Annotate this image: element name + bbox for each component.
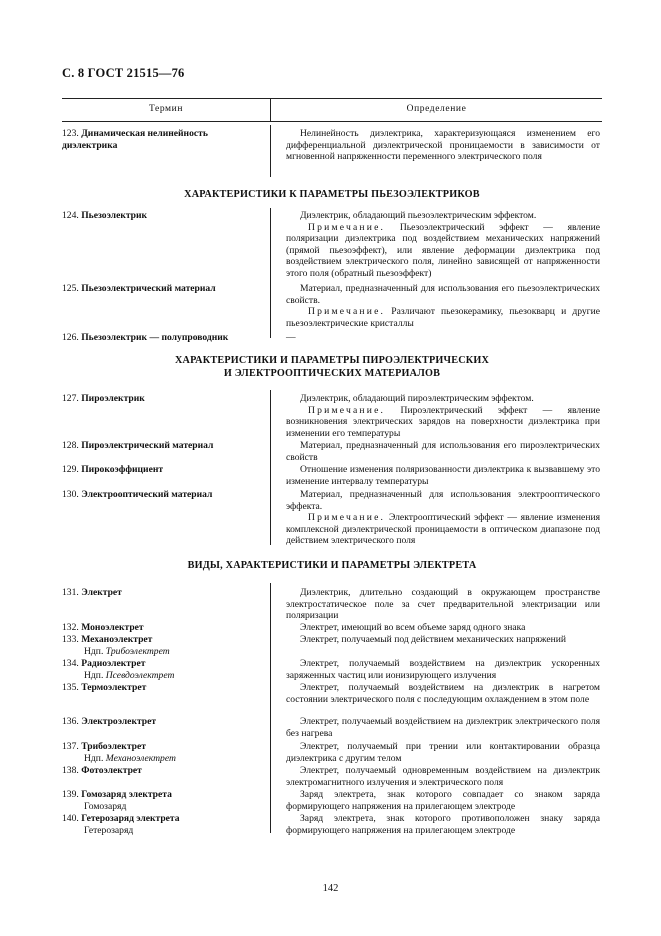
section-title: И ЭЛЕКТРООПТИЧЕСКИХ МАТЕРИАЛОВ [223, 368, 441, 379]
entry-number: 131. [62, 587, 79, 598]
entry-definition [286, 210, 600, 279]
definition-text: Электрет, получаемый воздействием на диэлектрик ускоренных заряженных частиц или ионизирующего излучения [286, 658, 600, 681]
deprecated-term-text: Псевдоэлектрет [105, 669, 175, 681]
entry-number: 123. [62, 128, 79, 139]
entry-definition [286, 813, 600, 836]
entry-definition [286, 393, 600, 439]
ndp-label: Ндп. [84, 645, 104, 657]
entry-term [62, 765, 262, 777]
entry-term [62, 210, 262, 222]
section-title: ХАРАКТЕРИСТИКИ И ПАРАМЕТРЫ ПИРОЭЛЕКТРИЧЕСКИХ [174, 355, 490, 366]
section-title: ХАРАКТЕРИСТИКИ К ПАРАМЕТРЫ ПЬЕЗОЭЛЕКТРИКОВ [184, 189, 480, 200]
definition-text: Отношение изменения поляризованности диэлектрика к вызвавшему это изменение интервалу температуры [286, 464, 600, 487]
definition-text: Диэлектрик, длительно создающий в окружающем пространстве электростатическое поле за счет предварительной электризации или поляризации [286, 587, 600, 621]
definition-text: Электрет, получаемый под действием механических напряжений [300, 634, 566, 645]
note-text: Электрооптический эффект — явление изменения комплексной диэлектрической проницаемости в оптическом диапазоне под действием электрического поля [286, 512, 600, 546]
entry-term [62, 464, 262, 476]
entry-deprecated-term [62, 753, 262, 765]
entry-definition [286, 489, 600, 547]
entry-definition [286, 587, 600, 622]
entry-term-name: Пьезоэлектрический материал [81, 283, 216, 294]
entry-term-name: Пироэлектрический материал [81, 440, 214, 451]
entry-term-name: Пьезоэлектрик — полупроводник [81, 332, 229, 343]
entry-term-name: Пьезоэлектрик [81, 210, 148, 221]
definition-text: Диэлектрик, обладающий пироэлектрическим эффектом. [300, 393, 534, 404]
entry-number: 139. [62, 789, 79, 800]
entry-definition [286, 332, 600, 344]
note-label: Примечание. [308, 221, 386, 233]
entry-synonym: Гетерозаряд [84, 824, 134, 836]
entry-term [62, 716, 262, 728]
definition-text: — [286, 332, 296, 343]
entry-number: 136. [62, 716, 79, 727]
entry-number: 128. [62, 440, 79, 451]
entry-definition [286, 283, 600, 329]
entry-term-name: Электрооптический материал [81, 489, 213, 500]
note-label: Примечание. [308, 404, 386, 416]
entry-number: 138. [62, 765, 79, 776]
definition-text: Электрет, получаемый одновременным воздействием на диэлектрик электромагнитного излучения и электрического поля [286, 765, 600, 788]
deprecated-term-text: Механоэлектрет [105, 752, 176, 764]
entry-term-name: Динамическая нелинейность диэлектрика [62, 128, 208, 151]
entry-term-name: Электроэлектрет [81, 716, 157, 727]
section-title: ВИДЫ, ХАРАКТЕРИСТИКИ И ПАРАМЕТРЫ ЭЛЕКТРЕТА [187, 560, 477, 571]
entry-term [62, 587, 262, 599]
definition-text: Диэлектрик, обладающий пьезоэлектрическим эффектом. [300, 210, 537, 221]
entry-term [62, 634, 262, 657]
ndp-label: Ндп. [84, 752, 104, 764]
entry-number: 140. [62, 813, 79, 824]
entry-number: 135. [62, 682, 79, 693]
definition-text: Материал, предназначенный для использования его пьезоэлектрических свойств. [286, 283, 600, 306]
table-header [62, 98, 602, 122]
entry-term-name: Пирокоэффициент [81, 464, 164, 475]
column-divider [270, 583, 271, 833]
definition-text: Электрет, получаемый воздействием на диэлектрик в нагретом состоянии электрического поля с последующим охлаждением в этом поле [286, 682, 600, 705]
entry-definition [286, 622, 600, 634]
entry-term [62, 489, 262, 501]
column-header-definition: Определение [406, 104, 467, 114]
definition-note [286, 405, 600, 440]
entry-definition [286, 658, 600, 681]
entry-term-name: Гомозаряд электрета [81, 789, 172, 800]
entry-term [62, 440, 262, 452]
definition-text: Материал, предназначенный для использования электрооптического эффекта. [286, 489, 600, 512]
entry-definition [286, 765, 600, 788]
note-label: Примечание. [308, 512, 386, 523]
column-divider [270, 390, 271, 545]
entry-number: 125. [62, 283, 79, 294]
page-number: 142 [322, 883, 339, 894]
entry-deprecated-term [62, 670, 262, 682]
entry-number: 127. [62, 393, 79, 404]
entry-definition [286, 464, 600, 487]
entry-term-name: Фотоэлектрет [81, 765, 142, 776]
entry-term [62, 741, 262, 764]
definition-text: Заряд электрета, знак которого противоположен знаку заряда формирующего напряжения на прилегающем электроде [286, 813, 600, 836]
document-header: С. 8 ГОСТ 21515—76 [62, 66, 185, 80]
entry-term-name: Гетерозаряд электрета [81, 813, 180, 824]
entry-number: 134. [62, 658, 79, 669]
entry-number: 137. [62, 741, 79, 752]
entry-term-name: Электрет [81, 587, 122, 598]
entry-number: 129. [62, 464, 79, 475]
entry-definition [286, 440, 600, 463]
note-text: Различают пьезокерамику, пьезокварц и другие пьезоэлектрические кристаллы [286, 306, 600, 329]
definition-text: Электрет, получаемый при трении или контактировании образца диэлектрика с другим телом [286, 741, 600, 764]
entry-term [62, 682, 262, 694]
entry-term [62, 283, 262, 295]
entry-definition [286, 741, 600, 764]
note-text: Пьезоэлектрический эффект — явление поляризации диэлектрика под воздействием механических напряжений (прямой пьезоэффект), или явление деформации диэлектрика под воздействием электрического поля, линейно зависящей от напряженности этого поля (обратный пьезоэффект) [286, 221, 600, 279]
column-divider [270, 125, 271, 177]
definition-note [286, 222, 600, 280]
entry-definition [286, 716, 600, 739]
entry-term [62, 393, 262, 405]
definition-note [286, 512, 600, 547]
entry-term [62, 658, 262, 681]
entry-number: 130. [62, 489, 79, 500]
definition-text: Заряд электрета, знак которого совпадает со знаком заряда формирующего напряжения на прилегающем электроде [286, 789, 600, 812]
entry-term-name: Трибоэлектрет [81, 741, 146, 752]
entry-term-name: Радиоэлектрет [81, 658, 146, 669]
entry-term-name: Термоэлектрет [81, 682, 147, 693]
ndp-label: Ндп. [84, 669, 104, 681]
definition-note [286, 306, 600, 329]
definition-text: Материал, предназначенный для использования его пироэлектрических свойств [286, 440, 600, 463]
entry-term [62, 789, 262, 812]
entry-definition [286, 634, 600, 646]
column-divider [270, 208, 271, 338]
entry-number: 132. [62, 622, 79, 633]
entry-deprecated-term [62, 646, 262, 658]
entry-number: 133. [62, 634, 79, 645]
entry-term [62, 332, 262, 344]
entry-definition [286, 682, 600, 705]
entry-number: 126. [62, 332, 79, 343]
entry-definition [286, 128, 600, 163]
entry-term-name: Моноэлектрет [81, 622, 144, 633]
entry-term [62, 128, 262, 151]
entry-term-name: Механоэлектрет [81, 634, 153, 645]
entry-term [62, 622, 262, 634]
entry-term [62, 813, 262, 836]
entry-synonym: Гомозаряд [84, 800, 127, 812]
column-header-term: Термин [148, 104, 184, 114]
definition-text: Электрет, имеющий во всем объеме заряд одного знака [300, 622, 526, 633]
definition-text: Электрет, получаемый воздействием на диэлектрик электрического поля без нагрева [286, 716, 600, 739]
note-text: Пироэлектрический эффект — явление возникновения электрических зарядов на поверхности диэлектрика при изменении его температуры [286, 404, 600, 439]
entry-definition [286, 789, 600, 812]
deprecated-term-text: Трибоэлектрет [105, 645, 170, 657]
entry-term-name: Пироэлектрик [81, 393, 145, 404]
definition-text: Нелинейность диэлектрика, характеризующаяся изменением его дифференциальной диэлектрической проницаемости в зависимости от мгновенной напряженности переменного электрического поля [286, 128, 600, 162]
note-label: Примечание. [308, 306, 386, 317]
entry-number: 124. [62, 210, 79, 221]
